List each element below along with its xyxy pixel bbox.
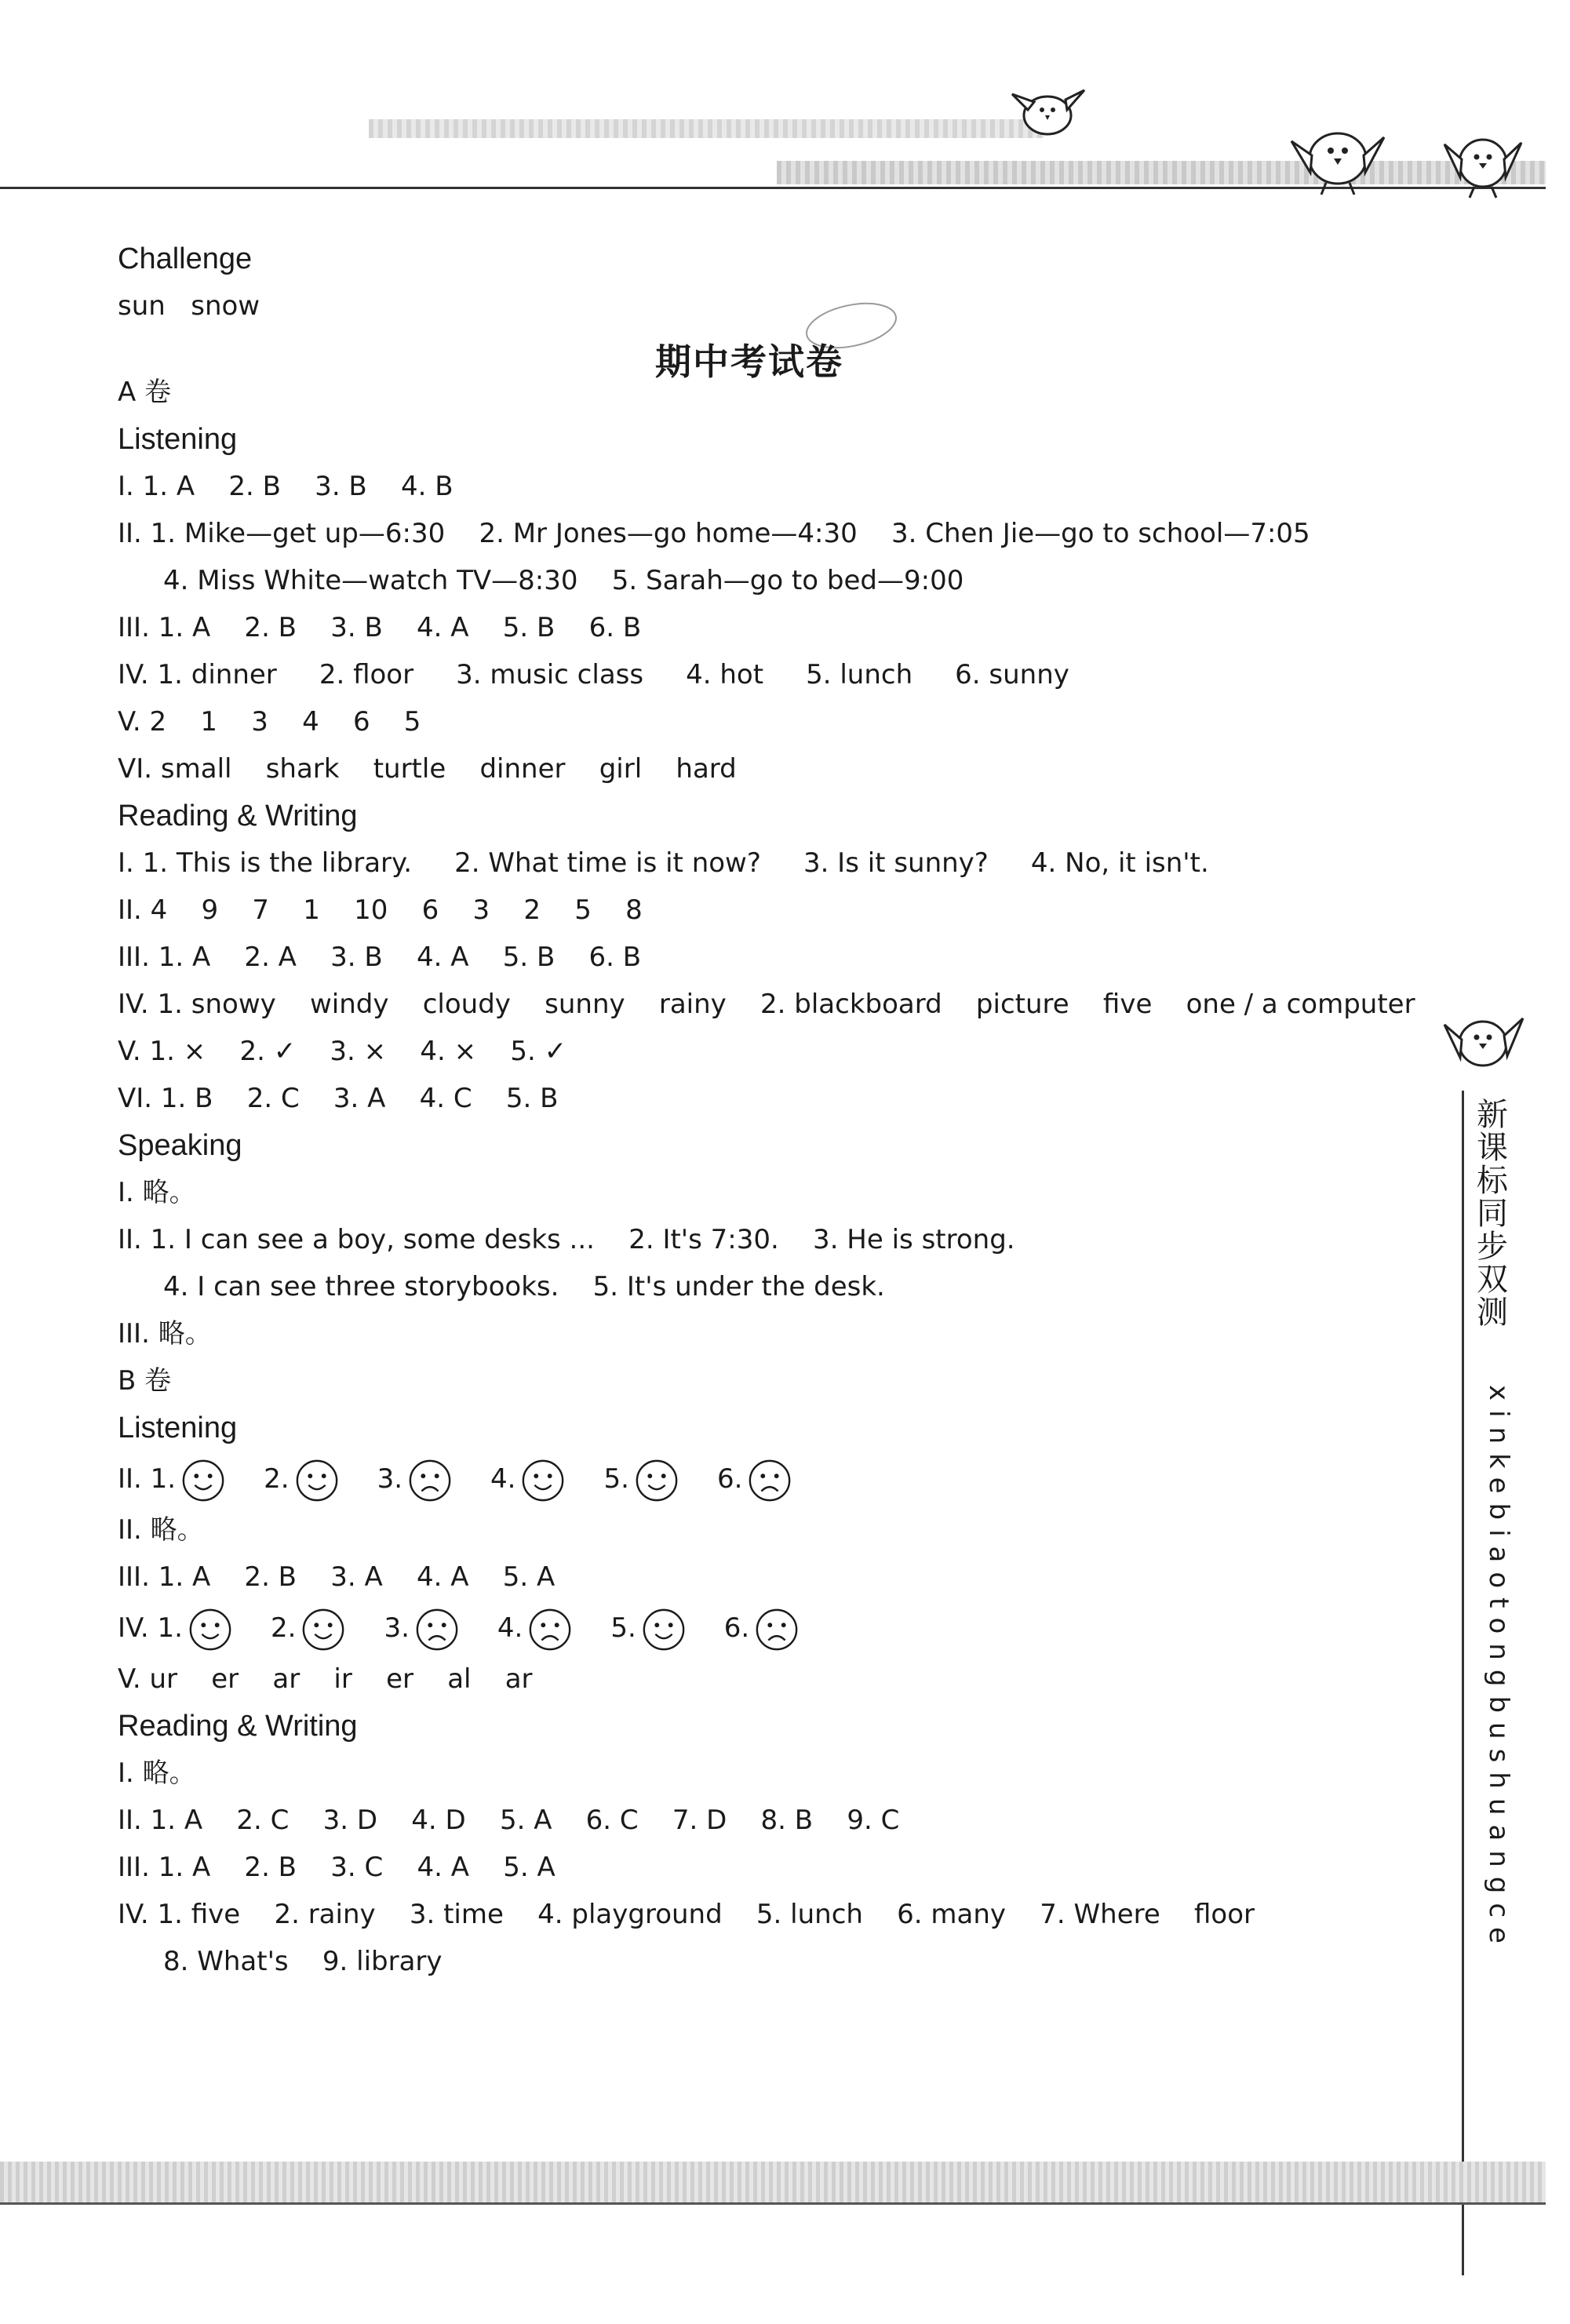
answer-line: V. 2 1 3 4 6 5 [118,706,421,738]
answer-line: II. 1. I can see a boy, some desks ... 2. It's 7:30. 3. He is strong. [118,1224,1015,1255]
sad-face-icon [754,1607,800,1652]
sad-face-icon [414,1607,460,1652]
header-band-bottom [777,161,1546,184]
section-heading: Speaking [118,1129,242,1162]
answer-line: I. 1. A 2. B 3. B 4. B [118,471,454,502]
face-answer [724,1601,803,1656]
answer-number: 2. [270,1612,297,1644]
answer-line: IV. 1. snowy windy cloudy sunny rainy 2. blackboard picture five one / a computer [118,989,1415,1020]
sad-face-icon [407,1458,453,1503]
answer-line: II. 1. Mike—get up—6:30 2. Mr Jones—go home—4:30 3. Chen Jie—go to school—7:05 [118,518,1310,549]
answer-content [118,235,1415,1985]
question-prefix: II. [118,1463,151,1495]
bird-icon [1287,110,1389,200]
section-heading: Listening [118,1412,238,1444]
answer-line: II. 1. A 2. C 3. D 4. D 5. A 6. C 7. D 8. B 9. C [118,1805,900,1836]
answer-line: II. 4 9 7 1 10 6 3 2 5 8 [118,894,643,926]
side-pinyin: xinkebiaotongbushuangce [1483,1385,1514,1953]
face-answer [264,1452,342,1506]
answer-number: 5. [603,1463,629,1495]
answer-line: V. ur er ar ir er al ar [118,1663,533,1695]
challenge-answer: sun snow [118,290,260,322]
face-answer [151,1452,229,1506]
answer-line: I. 略。 [118,1758,196,1789]
answer-line: I. 略。 [118,1177,196,1208]
answer-number: 4. [497,1612,523,1644]
smiley-face-icon [180,1458,226,1503]
answer-number: 1. [157,1612,183,1644]
answer-line: 4. I can see three storybooks. 5. It's under the desk. [163,1271,885,1302]
face-answer [377,1452,456,1506]
section-heading: Reading & Writing [118,1710,358,1743]
answer-line: III. 1. A 2. B 3. A 4. A 5. A [118,1561,556,1593]
face-answer [490,1452,569,1506]
answer-line: IV. 1. dinner 2. floor 3. music class 4. hot 5. lunch 6. sunny [118,659,1069,690]
face-answer [610,1601,689,1656]
face-answer [497,1601,576,1656]
smiley-face-icon [301,1607,346,1652]
side-rule [1462,1091,1464,2275]
smiley-face-icon [188,1607,233,1652]
side-title: 新课标同步双测 [1477,1097,1508,1331]
smiley-face-icon [520,1458,566,1503]
answer-line: VI. 1. B 2. C 3. A 4. C 5. B [118,1083,559,1114]
section-label: A 卷 [118,377,172,408]
sad-face-icon [747,1458,792,1503]
answer-number: 6. [723,1612,750,1644]
answer-number: 3. [377,1463,403,1495]
challenge-heading: Challenge [118,242,253,275]
answer-line: 4. Miss White—watch TV—8:30 5. Sarah—go to bed—9:00 [163,565,964,596]
spacer [118,330,1342,369]
answer-line: VI. small shark turtle dinner girl hard [118,753,737,785]
answer-line: I. 1. This is the library. 2. What time is it now? 3. Is it sunny? 4. No, it isn't. [118,847,1209,879]
answer-number: 1. [150,1463,177,1495]
face-answer [271,1601,349,1656]
face-answer [717,1452,796,1506]
answer-number: 6. [716,1463,743,1495]
answer-line: II. 略。 [118,1514,204,1546]
bird-icon [1440,116,1526,202]
answer-number: 3. [384,1612,410,1644]
face-answer [603,1452,682,1506]
footer-band [0,2162,1546,2205]
answer-line: III. 略。 [118,1318,212,1350]
bird-icon [1004,75,1091,149]
answer-line: III. 1. A 2. B 3. B 4. A 5. B 6. B [118,612,642,643]
answer-number: 5. [610,1612,636,1644]
face-answer-line [118,1601,1342,1656]
section-heading: Reading & Writing [118,800,358,832]
answer-line: V. 1. × 2. ✓ 3. × 4. × 5. ✓ [118,1036,567,1067]
question-prefix: IV. [118,1612,158,1644]
answer-line: IV. 1. five 2. rainy 3. time 4. playground 5. lunch 6. many 7. Where floor [118,1899,1255,1930]
sad-face-icon [527,1607,573,1652]
header-band-top [369,119,1044,138]
answer-line: III. 1. A 2. B 3. C 4. A 5. A [118,1852,556,1883]
face-answer-line [118,1452,1342,1506]
section-heading: Listening [118,423,238,456]
answer-line: III. 1. A 2. A 3. B 4. A 5. B 6. B [118,942,642,973]
face-answer [158,1601,236,1656]
smiley-face-icon [634,1458,679,1503]
face-answer [384,1601,462,1656]
exam-title: 期中考试卷 [655,341,843,383]
smiley-face-icon [294,1458,340,1503]
bird-icon [1440,996,1526,1083]
smiley-face-icon [641,1607,687,1652]
answer-number: 4. [490,1463,516,1495]
answer-line: 8. What's 9. library [163,1946,443,1977]
section-label: B 卷 [118,1365,172,1397]
answer-number: 2. [264,1463,290,1495]
